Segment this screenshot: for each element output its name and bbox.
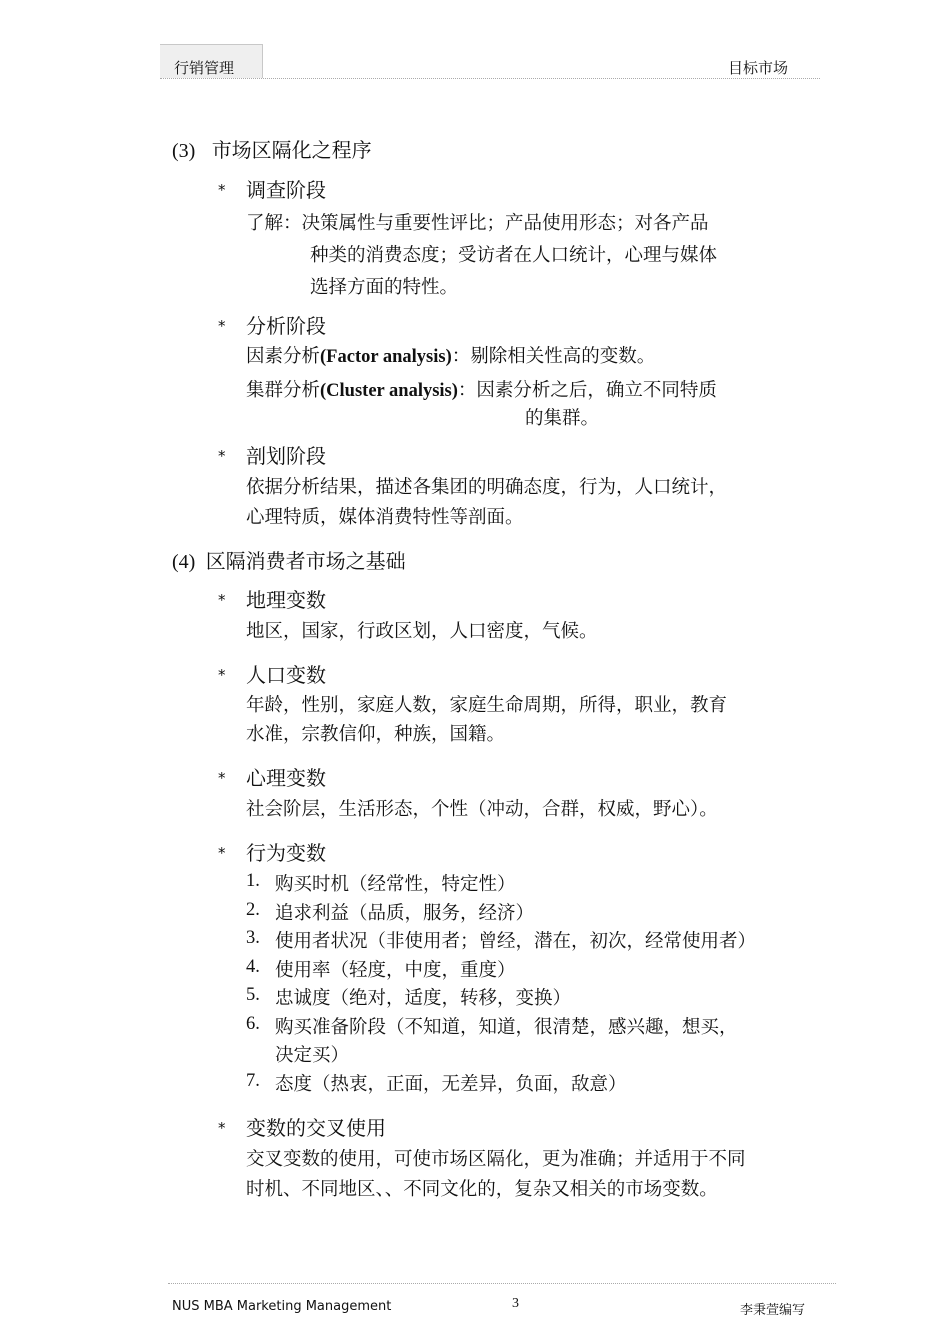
subsection-title: 分析阶段	[246, 314, 326, 338]
footer-course: NUS MBA Marketing Management	[172, 1299, 392, 1314]
item-text: 使用者状况（非使用者；曾经，潜在，初次，经常使用者）	[275, 931, 757, 952]
footer-author: 李秉萱编写	[740, 1303, 806, 1318]
item-text: 使用率（轻度，中度，重度）	[275, 960, 516, 981]
item-number: 1.	[246, 871, 260, 891]
bullet-icon: *	[218, 591, 226, 609]
section-heading	[172, 545, 406, 574]
body-line	[246, 376, 717, 402]
body-line: 选择方面的特性。	[310, 277, 459, 298]
body-line: 依据分析结果，描述各集团的明确态度，行为，人口统计，	[246, 477, 728, 498]
subsection-title: 地理变数	[246, 588, 326, 612]
bullet-icon: *	[218, 1119, 226, 1137]
body-line: 种类的消费态度；受访者在人口统计，心理与媒体	[310, 245, 718, 266]
section-number: (3)	[172, 140, 196, 162]
item-text: 忠诚度（绝对，适度，转移，变换）	[275, 988, 572, 1009]
section-title: 区隔消费者市场之基础	[205, 549, 406, 573]
numbered-item	[246, 927, 757, 952]
bullet-icon: *	[218, 769, 226, 787]
body-line: 地区，国家，行政区划，人口密度，气候。	[246, 621, 598, 642]
header-divider	[160, 78, 820, 79]
item-text: 购买时机（经常性，特定性）	[275, 874, 516, 895]
subsection-title: 行为变数	[246, 841, 326, 865]
bullet-icon: *	[218, 181, 226, 199]
item-number: 7.	[246, 1071, 260, 1091]
term-description: ：剔除相关性高的变数。	[451, 346, 656, 367]
section-title: 市场区隔化之程序	[211, 138, 372, 162]
subsection-title: 人口变数	[246, 663, 326, 687]
item-number: 2.	[246, 900, 260, 920]
bullet-icon: *	[218, 844, 226, 862]
header-left-title: 行销管理	[174, 59, 235, 77]
body-line: 了解：决策属性与重要性评比；产品使用形态；对各产品	[246, 213, 709, 234]
item-number: 5.	[246, 985, 260, 1005]
numbered-item-continuation: 决定买）	[275, 1045, 350, 1066]
body-line: 交叉变数的使用，可使市场区隔化，更为准确；并适用于不同	[246, 1149, 746, 1170]
item-text: 态度（热衷，正面，无差异，负面，敌意）	[275, 1074, 627, 1095]
item-text: 追求利益（品质，服务，经济）	[275, 903, 535, 924]
term-english: (Factor analysis)	[320, 347, 452, 367]
numbered-item	[246, 1013, 738, 1038]
body-line	[246, 342, 655, 368]
bullet-icon: *	[218, 447, 226, 465]
term-label: 因素分析	[246, 346, 321, 367]
bullet-icon: *	[218, 666, 226, 684]
body-line: 心理特质，媒体消费特性等剖面。	[246, 507, 524, 528]
subsection-title: 调查阶段	[246, 178, 326, 202]
term-description: ：因素分析之后，确立不同特质	[457, 380, 717, 401]
section-heading	[172, 134, 372, 163]
item-number: 4.	[246, 957, 260, 977]
item-text: 购买准备阶段（不知道，知道，很清楚，感兴趣，想买，	[275, 1017, 738, 1038]
item-number: 6.	[246, 1014, 260, 1034]
body-line: 水准，宗教信仰，种族，国籍。	[246, 724, 506, 745]
numbered-item	[246, 1070, 627, 1095]
numbered-item	[246, 956, 516, 981]
bullet-icon: *	[218, 317, 226, 335]
header-right-title: 目标市场	[728, 59, 789, 77]
numbered-item	[246, 984, 572, 1009]
subsection-title: 心理变数	[246, 766, 326, 790]
term-english: (Cluster analysis)	[320, 381, 458, 401]
term-label: 集群分析	[246, 380, 321, 401]
subsection-title: 剖划阶段	[246, 444, 326, 468]
numbered-item	[246, 870, 516, 895]
body-line: 时机、不同地区、、不同文化的，复杂又相关的市场变数。	[246, 1179, 718, 1200]
numbered-item	[246, 899, 535, 924]
body-line: 社会阶层，生活形态，个性（冲动，合群，权威，野心）。	[246, 799, 718, 820]
item-number: 3.	[246, 928, 260, 948]
body-line: 的集群。	[525, 408, 600, 429]
page-number: 3	[512, 1296, 519, 1311]
footer-divider	[168, 1283, 836, 1284]
subsection-title: 变数的交叉使用	[246, 1116, 386, 1140]
section-number: (4)	[172, 551, 196, 573]
body-line: 年龄，性别，家庭人数，家庭生命周期，所得，职业，教育	[246, 695, 728, 716]
